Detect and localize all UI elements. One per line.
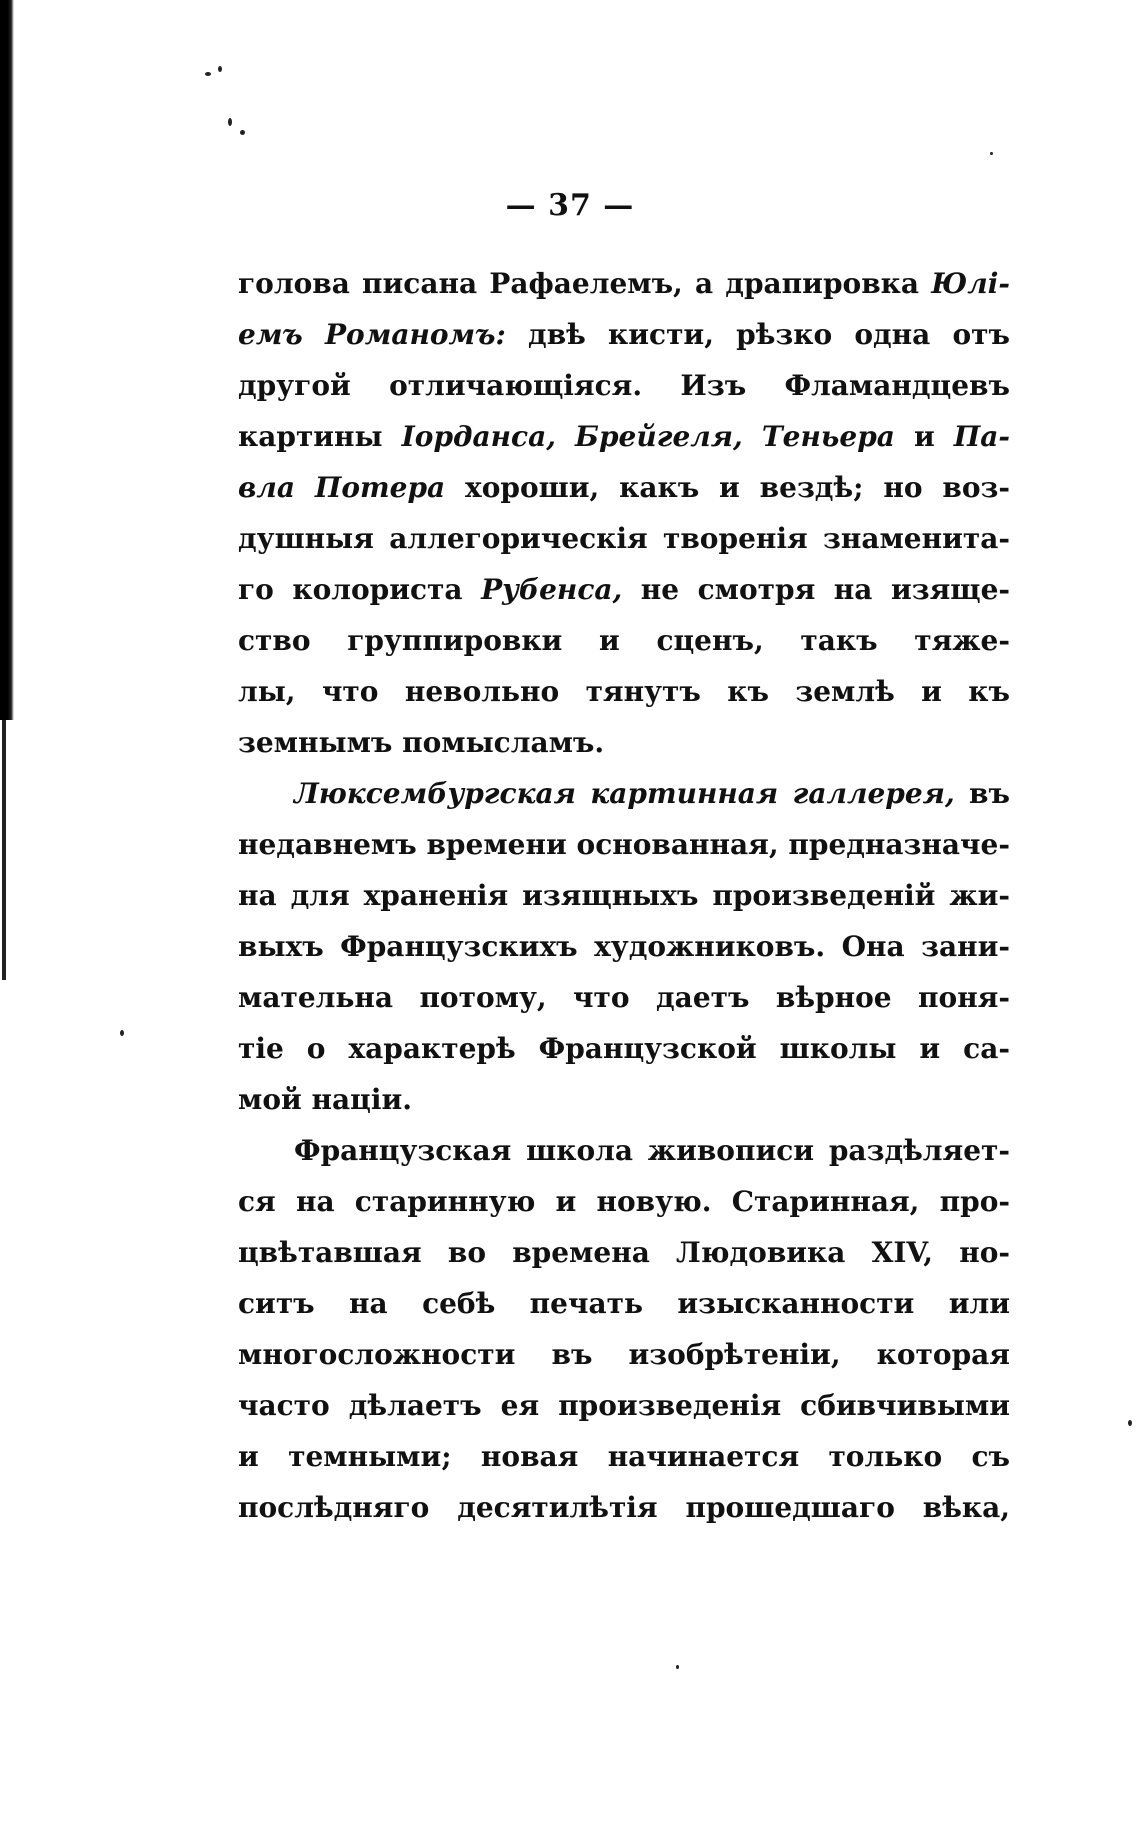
scan-speck — [120, 1030, 124, 1036]
page-number: — 37 — — [505, 188, 635, 223]
text-run: выхъ Французскихъ художниковъ. Она зани- — [238, 930, 1010, 963]
scan-left-edge-shadow — [0, 0, 14, 720]
scan-speck — [676, 1665, 679, 1669]
text-run: голова писана Рафаелемъ, а драпировка — [238, 267, 932, 300]
text-line — [238, 258, 1010, 309]
text-run: мой націи. — [238, 1083, 412, 1116]
text-run: картины — [238, 420, 402, 453]
text-run: ситъ на себѣ печать изысканности или — [238, 1287, 1010, 1320]
text-line — [238, 1023, 1010, 1074]
text-line — [238, 564, 1010, 615]
text-run: мательна потому, что даетъ вѣрное поня- — [238, 981, 1010, 1014]
text-run: другой отличающіяся. Изъ Фламандцевъ — [238, 369, 1010, 402]
text-line — [238, 1329, 1010, 1380]
text-line — [238, 615, 1010, 666]
scan-speck — [218, 66, 222, 72]
text-line — [238, 1227, 1010, 1278]
text-run: земнымъ помысламъ. — [238, 726, 605, 759]
text-run: Французская школа живописи раздѣляет- — [294, 1134, 1010, 1167]
text-line — [238, 921, 1010, 972]
italic-text: вла Потера — [238, 471, 446, 504]
scan-speck — [240, 130, 245, 135]
text-run: и темными; новая начинается только съ — [238, 1440, 1010, 1473]
text-run: хороши, какъ и вездѣ; но воз- — [445, 471, 1010, 504]
text-line — [238, 513, 1010, 564]
text-line — [238, 1380, 1010, 1431]
text-run: цвѣтавшая во времена Людовика XIV, но- — [238, 1236, 1010, 1269]
italic-text: Юлі- — [931, 267, 1010, 300]
text-run: и — [894, 420, 954, 453]
text-line — [238, 462, 1010, 513]
text-run: тіе о характерѣ Французской школы и са- — [238, 1032, 1010, 1065]
text-line — [238, 360, 1010, 411]
text-line — [238, 972, 1010, 1023]
text-run: ся на старинную и новую. Старинная, про- — [238, 1185, 1010, 1218]
text-line — [238, 870, 1010, 921]
text-line — [238, 1176, 1010, 1227]
italic-text: Люксембургская картинная галлерея, — [294, 777, 955, 810]
text-run: недавнемъ времени основанная, предназначе- — [238, 828, 1010, 861]
italic-text: Рубенса, — [481, 573, 623, 606]
text-line — [238, 309, 1010, 360]
text-line — [238, 1125, 1010, 1176]
text-run: часто дѣлаетъ ея произведенія сбивчивыми — [238, 1389, 1010, 1422]
text-run: двѣ кисти, рѣзко одна отъ — [505, 318, 1010, 351]
text-run: не смотря на изяще- — [622, 573, 1010, 606]
text-run: душныя аллегорическія творенія знаменита- — [238, 522, 1010, 555]
text-run: послѣдняго десятилѣтія прошедшаго вѣка, — [238, 1491, 1010, 1524]
scan-speck — [205, 72, 211, 76]
italic-text: емъ Романомъ: — [238, 318, 506, 351]
text-line — [238, 768, 1010, 819]
text-line — [238, 1431, 1010, 1482]
text-line — [238, 1278, 1010, 1329]
text-line — [238, 1482, 1010, 1533]
text-run: на для храненія изящныхъ произведеній жи- — [238, 879, 1010, 912]
italic-text: Iорданса, Брейгеля, Теньера — [401, 420, 895, 453]
text-run: ство группировки и сценъ, такъ тяже- — [238, 624, 1010, 657]
scan-speck — [228, 118, 232, 126]
scan-left-edge-line — [2, 720, 6, 980]
text-run: лы, что невольно тянутъ къ землѣ и къ — [238, 675, 1010, 708]
text-line — [238, 1074, 1010, 1125]
text-run: многосложности въ изобрѣтеніи, которая — [238, 1338, 1010, 1371]
italic-text: Па- — [953, 420, 1010, 453]
text-line — [238, 819, 1010, 870]
text-run: въ — [954, 777, 1010, 810]
text-line — [238, 717, 1010, 768]
body-text — [238, 258, 1010, 1533]
text-line — [238, 666, 1010, 717]
text-line — [238, 411, 1010, 462]
scan-speck — [990, 152, 993, 155]
scan-speck — [1128, 1420, 1132, 1426]
text-run: го колориста — [238, 573, 482, 606]
